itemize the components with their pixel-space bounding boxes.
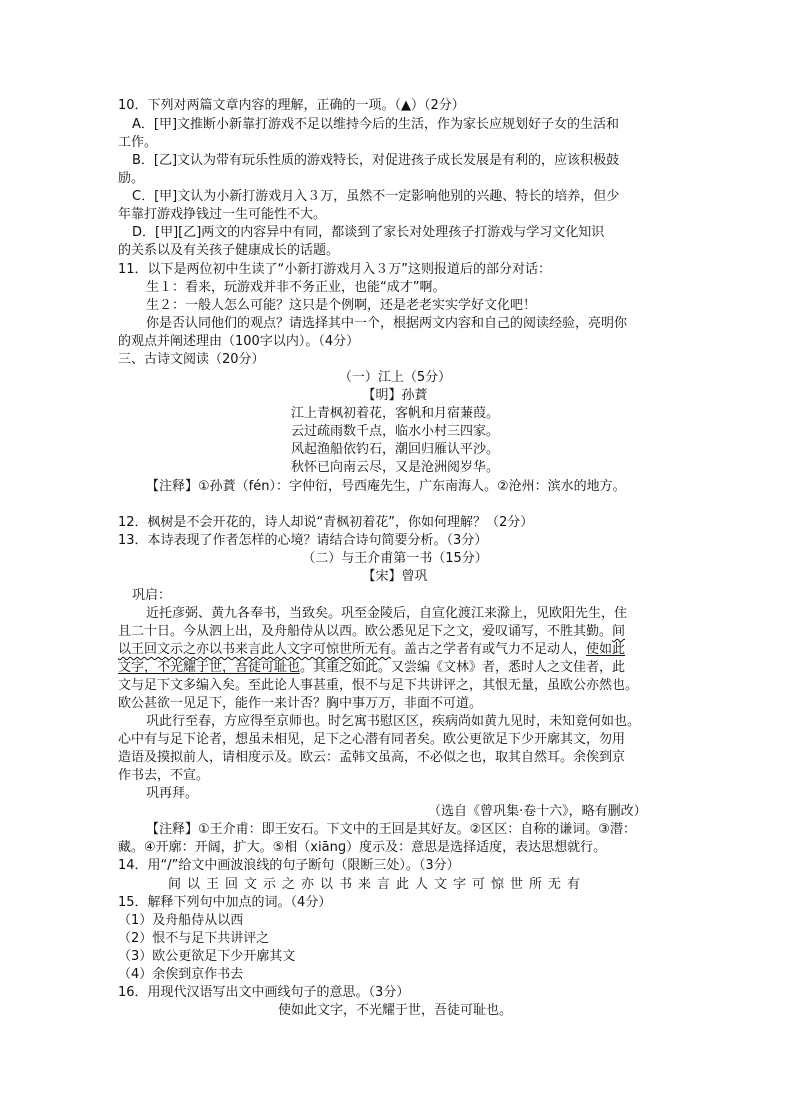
- q10-option-b: B．[乙]文认为带有玩乐性质的游戏特长，对促进孩子成长发展是有利的，应该积极鼓: [132, 153, 620, 168]
- q10-option-c: C．[甲]文认为小新打游戏月入３万，虽然不一定影响他别的兴趣、特长的培养，但少: [132, 189, 620, 204]
- q10-option-b-cont: 励。: [118, 171, 145, 186]
- section-heading: 三、古诗文阅读（20分）: [118, 352, 265, 367]
- wavy-underlined-text: 以王回文示之亦以书来言此人文字可惊世所无有: [118, 642, 392, 657]
- letter-salutation: 巩启：: [132, 588, 172, 603]
- letter-para1-line6: 欧公甚欲一见足下，能作一来计否？胸中事万万，非面不可道。: [118, 696, 483, 711]
- letter-para2-line3: 造语及摸拟前人，请相度示及。欧云：孟韩文虽高，不必似之也，取其自然耳。余俟到京: [118, 750, 626, 765]
- letter-text: 且二十日。今从泗上出，及舟船侍从以西。欧公悉见足下之文，爱叹诵写，不胜其勤。: [118, 624, 613, 639]
- poem-line-3: 风起渔船依钓石，潮回归雁认平沙。: [290, 442, 499, 457]
- letter-para1-line2: [118, 623, 625, 641]
- poem-line-1: 江上青枫初着花，客帆和月宿蒹葭。: [290, 406, 499, 421]
- q16-sentence: 使如此文字，不光耀于世，吾徒可耻也。: [277, 1003, 512, 1018]
- q11-prompt: 你是否认同他们的观点？请选择其中一个，根据两文内容和自己的阅读经验，亮明你: [146, 316, 628, 331]
- poem-line-4: 秋怀已向南云尽，又是沧洲阅岁华。: [290, 460, 499, 475]
- letter-para2-line2: 心中有与足下论者，想虽未相见，足下之心潜有同者矣。欧公更欲足下少开廓其文，勿用: [118, 732, 626, 747]
- q10-option-a-cont: 工作。: [118, 135, 158, 150]
- underlined-text: 文字，不光耀于世，吾徒可耻也: [118, 660, 301, 675]
- poem-author: 【明】孙蕡: [362, 388, 428, 403]
- letter-para1-line5: 文与足下文多编入矣。至此论人事甚重，恨不与足下共讲评之，其恨无量，虽欧公亦然也。: [118, 678, 639, 693]
- letter-para2-line4: 作书去，不宣。: [118, 768, 210, 783]
- q14-stem: 14．用“/”给文中画波浪线的句子断句（限断三处）。（3分）: [118, 858, 460, 873]
- letter-heading: （二）与王介甫第一书（15分）: [302, 551, 488, 566]
- letter-closing: 巩再拜。: [146, 786, 199, 801]
- letter-author: 【宋】曾巩: [362, 569, 428, 584]
- q10-stem: 10．下列对两篇文章内容的理解，正确的一项。（▲）（2分）: [118, 98, 465, 113]
- q13-stem: 13．本诗表现了作者怎样的心境？请结合诗句简要分析。（3分）: [118, 533, 488, 548]
- letter-para1-line4: [118, 659, 625, 677]
- q12-stem: 12．枫树是不会开花的，诗人却说“青枫初着花”，你如何理解？（2分）: [118, 515, 534, 530]
- poem-heading: （一）江上（5分）: [338, 370, 452, 385]
- q10-option-a: A．[甲]文推断小新靠打游戏不足以维持今后的生活，作为家长应规划好子女的生活和: [132, 117, 620, 132]
- wavy-underlined-text: 间: [612, 624, 626, 639]
- q15-item-1: （1）及舟船侍从以西: [118, 913, 244, 928]
- letter-text: 。其重之如此。又尝编《文林》者，悉时人之文佳者，此: [300, 660, 626, 675]
- letter-note-line2: 藏。④开廓：开阔，扩大。⑤相（xiānɡ）度示及：意思是选择适度，表达思想就行。: [118, 840, 607, 855]
- q11-student-2: 生２：一般人怎么可能？这只是个例啊，还是老老实实学好文化吧！: [146, 298, 537, 313]
- q10-option-d-cont: 的关系以及有关孩子健康成长的话题。: [118, 243, 340, 258]
- q10-option-c-cont: 年靠打游戏挣钱过一生可能性不大。: [118, 207, 327, 222]
- q16-stem: 16．用现代汉语写出文中画线句子的意思。（3分）: [118, 985, 410, 1000]
- letter-para1-line3: [118, 641, 625, 659]
- poem-note: 【注释】①孙蕡（fén）：字仲衍，号西庵先生，广东南海人。②沧州：滨水的地方。: [146, 479, 626, 494]
- letter-text: 。盖古之学者有或气力不足动人，: [391, 642, 587, 657]
- underlined-text: 使如此: [586, 642, 626, 657]
- letter-source: （选自《曾巩集·卷十六》，略有删改）: [428, 804, 647, 819]
- q15-item-3: （3）欧公更欲足下少开廓其文: [118, 949, 296, 964]
- q15-item-2: （2）恨不与足下共讲评之: [118, 931, 270, 946]
- poem-line-2: 云过疏雨数千点，临水小村三四家。: [290, 424, 499, 439]
- letter-note-line1: 【注释】①王介甫：即王安石。下文中的王回是其好友。②区区：自称的谦词。③潜：: [146, 822, 636, 837]
- q15-item-4: （4）余俟到京作书去: [118, 967, 244, 982]
- q10-option-d: D．[甲][乙]两文的内容异中有同，都谈到了家长对处理孩子打游戏与学习文化知识: [132, 225, 605, 240]
- q11-prompt-cont: 的观点并阐述理由（100字以内）。（4分）: [118, 334, 360, 349]
- letter-para1-line1: 近托彦弼、黄九各奉书，当致矣。巩至金陵后，自宣化渡江来滁上，见欧阳先生，住: [146, 606, 628, 621]
- q11-stem: 11．以下是两位初中生读了“小新打游戏月入３万”这则报道后的部分对话：: [118, 262, 552, 277]
- letter-para2-line1: 巩此行至春，方应得至京师也。时乞寓书慰区区，疾病尚如黄九见时，未知竟何如也。: [146, 714, 641, 729]
- q11-student-1: 生１：看来，玩游戏并非不务正业，也能“成才”啊。: [146, 280, 446, 295]
- q15-stem: 15．解释下列句中加点的词。（4分）: [118, 895, 332, 910]
- q14-sentence: 间以王回文示之亦以书来言此人文字可惊世所无有: [168, 877, 587, 892]
